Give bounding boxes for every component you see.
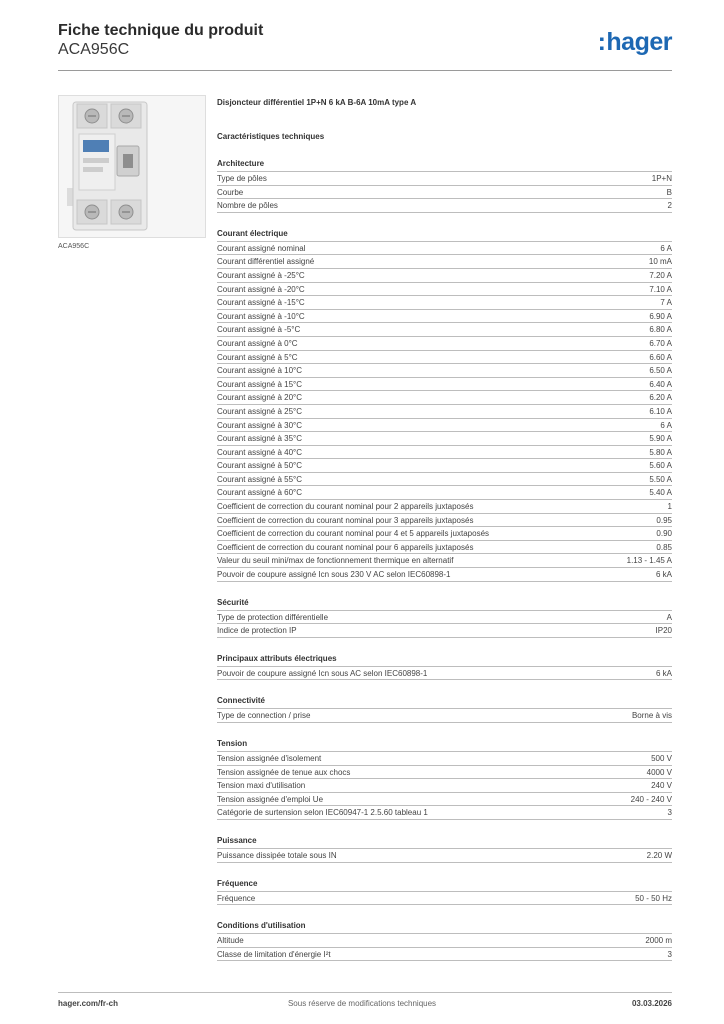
spec-row <box>217 446 672 460</box>
spec-value: 6.90 A <box>649 311 672 321</box>
spec-value: 2.20 W <box>646 850 672 860</box>
spec-value: 6 kA <box>655 570 672 580</box>
spec-value: 6 A <box>660 420 672 430</box>
spec-row <box>217 624 672 638</box>
logo-text: hager <box>606 28 672 56</box>
spec-row <box>217 419 672 433</box>
spec-label: Courant assigné à 35°C <box>217 434 303 444</box>
spec-row <box>217 568 672 582</box>
spec-value: B <box>666 187 672 197</box>
section-title: Puissance <box>217 835 672 849</box>
spec-label: Coefficient de correction du courant nominal pour 4 et 5 appareils juxtaposés <box>217 529 490 539</box>
spec-label: Courant assigné à -15°C <box>217 298 305 308</box>
product-reference: ACA956C <box>58 41 130 58</box>
section-title: Courant électrique <box>217 228 672 242</box>
spec-row <box>217 752 672 766</box>
spec-label: Indice de protection IP <box>217 626 297 636</box>
spec-value: 6.10 A <box>649 406 672 416</box>
spec-label: Tension maxi d'utilisation <box>217 781 306 791</box>
spec-value: 50 - 50 Hz <box>635 893 672 903</box>
product-image <box>58 95 206 238</box>
spec-row <box>217 337 672 351</box>
spec-label: Pouvoir de coupure assigné Icn sous 230 V AC selon IEC60898-1 <box>217 570 451 580</box>
spec-row <box>217 779 672 793</box>
spec-label: Courant assigné à 15°C <box>217 379 303 389</box>
logo-colon-icon: : <box>597 28 606 56</box>
spec-value: 3 <box>667 808 672 818</box>
spec-row <box>217 351 672 365</box>
spec-row <box>217 283 672 297</box>
spec-row <box>217 527 672 541</box>
spec-label: Courant assigné à 25°C <box>217 406 303 416</box>
spec-value: 7 A <box>660 298 672 308</box>
spec-row <box>217 667 672 681</box>
spec-value: 2000 m <box>645 936 672 946</box>
spec-label: Tension assignée de tenue aux chocs <box>217 767 351 777</box>
spec-label: Courant assigné à 30°C <box>217 420 303 430</box>
spec-section <box>217 920 672 961</box>
section-title: Principaux attributs électriques <box>217 653 672 667</box>
spec-row <box>217 486 672 500</box>
spec-label: Classe de limitation d'énergie I²t <box>217 949 331 959</box>
spec-row <box>217 611 672 625</box>
image-caption: ACA956C <box>58 243 90 250</box>
spec-row <box>217 199 672 213</box>
spec-label: Type de protection différentielle <box>217 612 329 622</box>
header-divider <box>58 70 672 71</box>
spec-label: Puissance dissipée totale sous IN <box>217 850 337 860</box>
spec-section <box>217 597 672 638</box>
spec-value: 3 <box>667 949 672 959</box>
hager-logo <box>598 28 672 57</box>
spec-value: 0.85 <box>656 542 672 552</box>
spec-row <box>217 242 672 256</box>
spec-row <box>217 432 672 446</box>
spec-row <box>217 296 672 310</box>
spec-value: 6.50 A <box>649 366 672 376</box>
spec-row <box>217 323 672 337</box>
spec-value: 6.70 A <box>649 338 672 348</box>
spec-label: Courant assigné à 40°C <box>217 447 303 457</box>
spec-label: Courant assigné à 50°C <box>217 461 303 471</box>
spec-value: 4000 V <box>646 767 672 777</box>
spec-value: 6 A <box>660 243 672 253</box>
spec-value: 5.80 A <box>649 447 672 457</box>
spec-value: 240 V <box>651 781 672 791</box>
spec-row <box>217 459 672 473</box>
spec-label: Tension assignée d'isolement <box>217 754 322 763</box>
footer-website[interactable]: hager.com/fr-ch <box>58 999 119 1008</box>
spec-section <box>217 738 672 820</box>
spec-label: Fréquence <box>217 893 256 903</box>
spec-sections <box>217 158 672 961</box>
spec-label: Nombre de pôles <box>217 201 278 211</box>
product-name: Disjoncteur différentiel 1P+N 6 kA B-6A 10mA type A <box>217 98 417 107</box>
spec-value: 5.90 A <box>649 434 672 444</box>
spec-label: Courant assigné à 20°C <box>217 393 303 403</box>
spec-row <box>217 892 672 906</box>
section-title: Tension <box>217 738 672 752</box>
spec-label: Type de connection / prise <box>217 711 311 721</box>
page-title: Fiche technique du produit <box>58 22 264 39</box>
spec-label: Courant assigné à 60°C <box>217 488 303 498</box>
spec-value: 1 <box>667 502 672 512</box>
section-title: Sécurité <box>217 597 672 611</box>
section-title: Conditions d'utilisation <box>217 920 672 934</box>
spec-label: Tension assignée d'emploi Ue <box>217 794 324 804</box>
footer-notice: Sous réserve de modifications techniques <box>287 999 437 1008</box>
section-title: Fréquence <box>217 878 672 892</box>
spec-row <box>217 793 672 807</box>
spec-section <box>217 228 672 582</box>
spec-value: 6.20 A <box>649 393 672 403</box>
spec-value: 0.90 <box>656 529 672 539</box>
spec-label: Coefficient de correction du courant nominal pour 6 appareils juxtaposés <box>217 542 474 552</box>
spec-label: Courant assigné à 5°C <box>217 352 298 362</box>
spec-label: Courant assigné à -10°C <box>217 311 305 321</box>
spec-value: 5.60 A <box>649 461 672 471</box>
spec-row <box>217 473 672 487</box>
spec-row <box>217 378 672 392</box>
footer-date: 03.03.2026 <box>631 999 672 1008</box>
spec-label: Courant assigné nominal <box>217 243 306 253</box>
spec-label: Catégorie de surtension selon IEC60947-1 2.5.60 tableau 1 <box>217 808 428 818</box>
spec-label: Courant différentiel assigné <box>217 257 315 267</box>
spec-value: 6 kA <box>655 668 672 678</box>
spec-value: 2 <box>667 201 672 211</box>
spec-value: 240 - 240 V <box>630 794 672 804</box>
spec-label: Courant assigné à 55°C <box>217 474 303 484</box>
spec-content <box>217 97 672 961</box>
spec-row <box>217 500 672 514</box>
spec-value: 500 V <box>651 754 672 763</box>
spec-row <box>217 709 672 723</box>
spec-row <box>217 554 672 568</box>
spec-label: Altitude <box>217 936 244 946</box>
spec-label: Valeur du seuil mini/max de fonctionnement thermique en alternatif <box>217 556 454 566</box>
spec-value: 6.40 A <box>649 379 672 389</box>
spec-section <box>217 653 672 681</box>
spec-value: 5.40 A <box>649 488 672 498</box>
spec-row <box>217 766 672 780</box>
spec-label: Courbe <box>217 187 244 197</box>
spec-value: 6.80 A <box>649 325 672 335</box>
spec-label: Courant assigné à 0°C <box>217 338 298 348</box>
spec-value: Borne à vis <box>631 711 672 721</box>
spec-row <box>217 849 672 863</box>
spec-value: 0.95 <box>656 515 672 525</box>
spec-row <box>217 310 672 324</box>
spec-row <box>217 405 672 419</box>
spec-section <box>217 158 672 213</box>
spec-row <box>217 172 672 186</box>
spec-label: Courant assigné à 10°C <box>217 366 303 376</box>
footer-divider <box>58 992 672 993</box>
spec-row <box>217 391 672 405</box>
spec-value: 6.60 A <box>649 352 672 362</box>
spec-value: 1.13 - 1.45 A <box>626 556 672 566</box>
spec-value: 5.50 A <box>649 474 672 484</box>
spec-section <box>217 835 672 863</box>
spec-row <box>217 934 672 948</box>
section-title: Architecture <box>217 158 672 172</box>
spec-label: Courant assigné à -5°C <box>217 325 301 335</box>
spec-label: Coefficient de correction du courant nominal pour 2 appareils juxtaposés <box>217 502 474 512</box>
spec-section <box>217 878 672 906</box>
page-header <box>58 20 672 68</box>
spec-row <box>217 255 672 269</box>
spec-row <box>217 806 672 820</box>
spec-value: A <box>666 612 672 622</box>
spec-section <box>217 695 672 723</box>
spec-label: Pouvoir de coupure assigné Icn sous AC selon IEC60898-1 <box>217 668 428 678</box>
spec-value: IP20 <box>655 626 672 636</box>
spec-row <box>217 269 672 283</box>
spec-label: Coefficient de correction du courant nominal pour 3 appareils juxtaposés <box>217 515 474 525</box>
section-title: Connectivité <box>217 695 672 709</box>
characteristics-heading: Caractéristiques techniques <box>217 132 325 141</box>
spec-row <box>217 364 672 378</box>
spec-value: 10 mA <box>648 257 672 267</box>
spec-label: Courant assigné à -20°C <box>217 284 305 294</box>
spec-value: 7.10 A <box>649 284 672 294</box>
spec-value: 7.20 A <box>649 270 672 280</box>
spec-row <box>217 948 672 962</box>
spec-value: 1P+N <box>651 174 672 183</box>
spec-row <box>217 541 672 555</box>
spec-row <box>217 186 672 200</box>
spec-row <box>217 514 672 528</box>
spec-label: Courant assigné à -25°C <box>217 270 305 280</box>
circuit-breaker-illustration <box>59 96 205 237</box>
spec-label: Type de pôles <box>217 174 267 183</box>
